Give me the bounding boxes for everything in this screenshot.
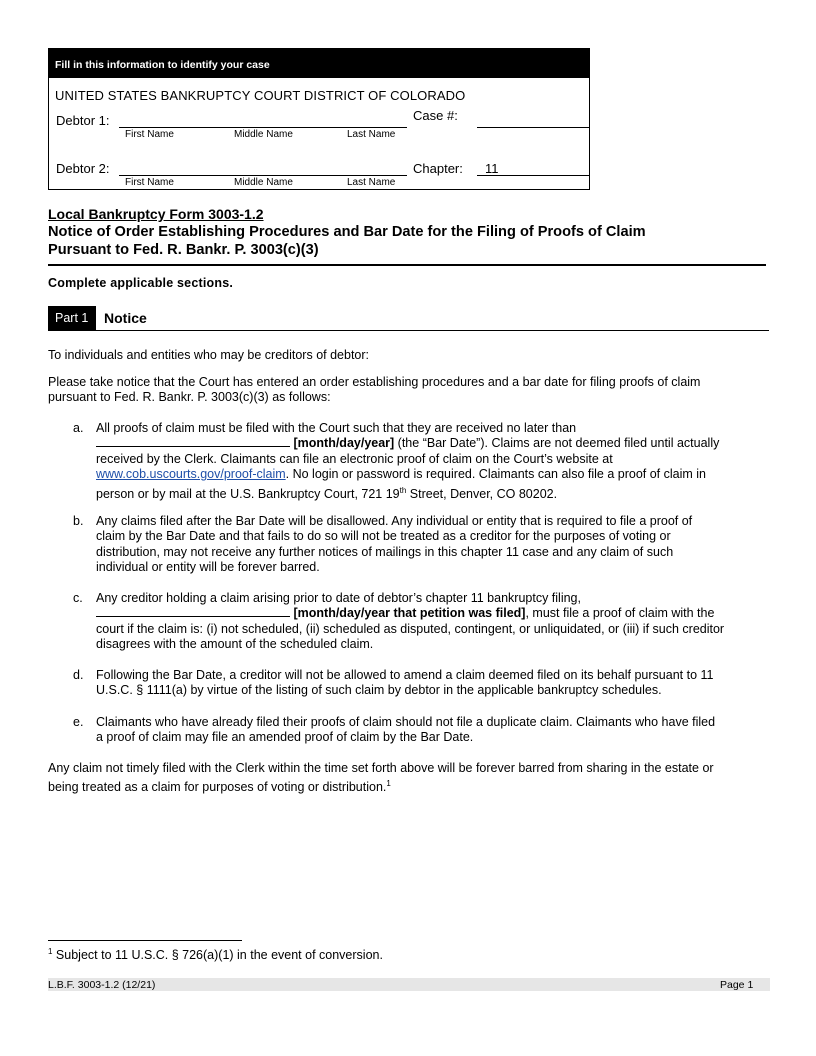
debtor2-first-name-label: First Name (125, 177, 174, 188)
intro-text: To individuals and entities who may be creditors of debtor: (48, 348, 370, 362)
debtor1-middle-name-label: Middle Name (234, 129, 293, 140)
debtor2-middle-name-label: Middle Name (234, 177, 293, 188)
chapter-value: 11 (485, 161, 499, 176)
form-number: Local Bankruptcy Form 3003-1.2 (48, 206, 264, 222)
part-title: Notice (104, 310, 147, 326)
item-e-text: Claimants who have already filed their proofs of claim should not file a duplicate claim. Claimants who have filed a proof of claim may file an amended proof of claim by the Bar Date. (96, 715, 716, 745)
footer-form-id: L.B.F. 3003-1.2 (12/21) (48, 979, 156, 991)
case-number-field[interactable] (477, 127, 589, 128)
chapter-label: Chapter: (413, 161, 463, 176)
form-heading-line1: Notice of Order Establishing Procedures and Bar Date for the Filing of Proofs of Claim (48, 224, 646, 240)
debtor2-name-field[interactable] (119, 175, 407, 176)
debtor1-name-field[interactable] (119, 127, 407, 128)
item-d-text: Following the Bar Date, a creditor will not be allowed to amend a claim deemed filed on its behalf pursuant to 11 U.S.C. § 1111(a) by virtue of the listing of such claim by debtor in the applicable bankruptcy schedules. (96, 668, 714, 698)
court-name: UNITED STATES BANKRUPTCY COURT DISTRICT OF COLORADO (55, 88, 466, 103)
item-c-text: Any creditor holding a claim arising prior to date of debtor’s chapter 11 bankruptcy filing, [month/day/year that petition was filed], must file a proof of claim with the court if the claim is: (i) not scheduled, (ii) scheduled as disputed, contingent, or unliquidated, or (iii) if such creditor disagrees with the amount of the scheduled claim. (96, 591, 725, 652)
part-tag: Part 1 (48, 306, 96, 331)
petition-date-blank[interactable] (96, 606, 290, 617)
case-info-header: Fill in this information to identify your case (49, 49, 589, 78)
bar-date-blank[interactable] (96, 436, 290, 447)
debtor2-last-name-label: Last Name (347, 177, 396, 188)
part-divider (48, 330, 769, 331)
footnote-divider (48, 940, 242, 941)
footer-bar (48, 978, 770, 991)
item-a-letter: a. (73, 421, 84, 435)
case-info-box (48, 48, 590, 190)
form-heading (48, 223, 768, 259)
footnote: $^1$ Subject to 11 U.S.C. § 726(a)(1) in the event of conversion. (48, 947, 383, 963)
case-number-label: Case #: (413, 108, 458, 123)
debtor2-label: Debtor 2: (56, 161, 110, 176)
item-d-letter: d. (73, 668, 84, 682)
item-a-text: All proofs of claim must be filed with the Court such that they are received no later than [month/day/year] (the “Bar Date”). Claims are not deemed filed until actually received by the Clerk. Claimants can file an electronic proof of claim on the Court’s website at www.cob.uscourts.gov/proof-claim. No login or password is required. Claimants can also file a proof of claim in person or by mail at the U.S. Bankruptcy Court, 721 19th Street, Denver, CO 80202. (96, 421, 720, 501)
debtor1-last-name-label: Last Name (347, 129, 396, 140)
item-b-letter: b. (73, 514, 84, 528)
proof-claim-link[interactable]: www.cob.uscourts.gov/proof-claim (96, 467, 286, 482)
notice-paragraph: Please take notice that the Court has entered an order establishing procedures and a bar date for filing proofs of claim pursuant to Fed. R. Bankr. P. 3003(c)(3) as follows: (48, 375, 701, 405)
item-e-letter: e. (73, 715, 84, 729)
item-c-letter: c. (73, 591, 83, 605)
instructions: Complete applicable sections. (48, 276, 234, 290)
debtor1-label: Debtor 1: (56, 113, 110, 128)
closing-paragraph: Any claim not timely filed with the Clerk within the time set forth above will be forever barred from sharing in the estate or being treated as a claim for purposes of voting or distribution.$^1$ (48, 761, 714, 795)
form-heading-line2: Pursuant to Fed. R. Bankr. P. 3003(c)(3) (48, 242, 319, 258)
footer-page-number: Page 1 (720, 979, 754, 991)
debtor1-first-name-label: First Name (125, 129, 174, 140)
item-b-text: Any claims filed after the Bar Date will be disallowed. Any individual or entity that is required to file a proof of claim by the Bar Date and that fails to do so will not be treated as a creditor for the purposes of voting or distribution, may not receive any further notices of mailings in this chapter 11 case and any claim of such individual or entity will be forever barred. (96, 514, 693, 575)
title-divider (48, 264, 766, 266)
footnote-ref[interactable]: 1 (386, 779, 391, 789)
